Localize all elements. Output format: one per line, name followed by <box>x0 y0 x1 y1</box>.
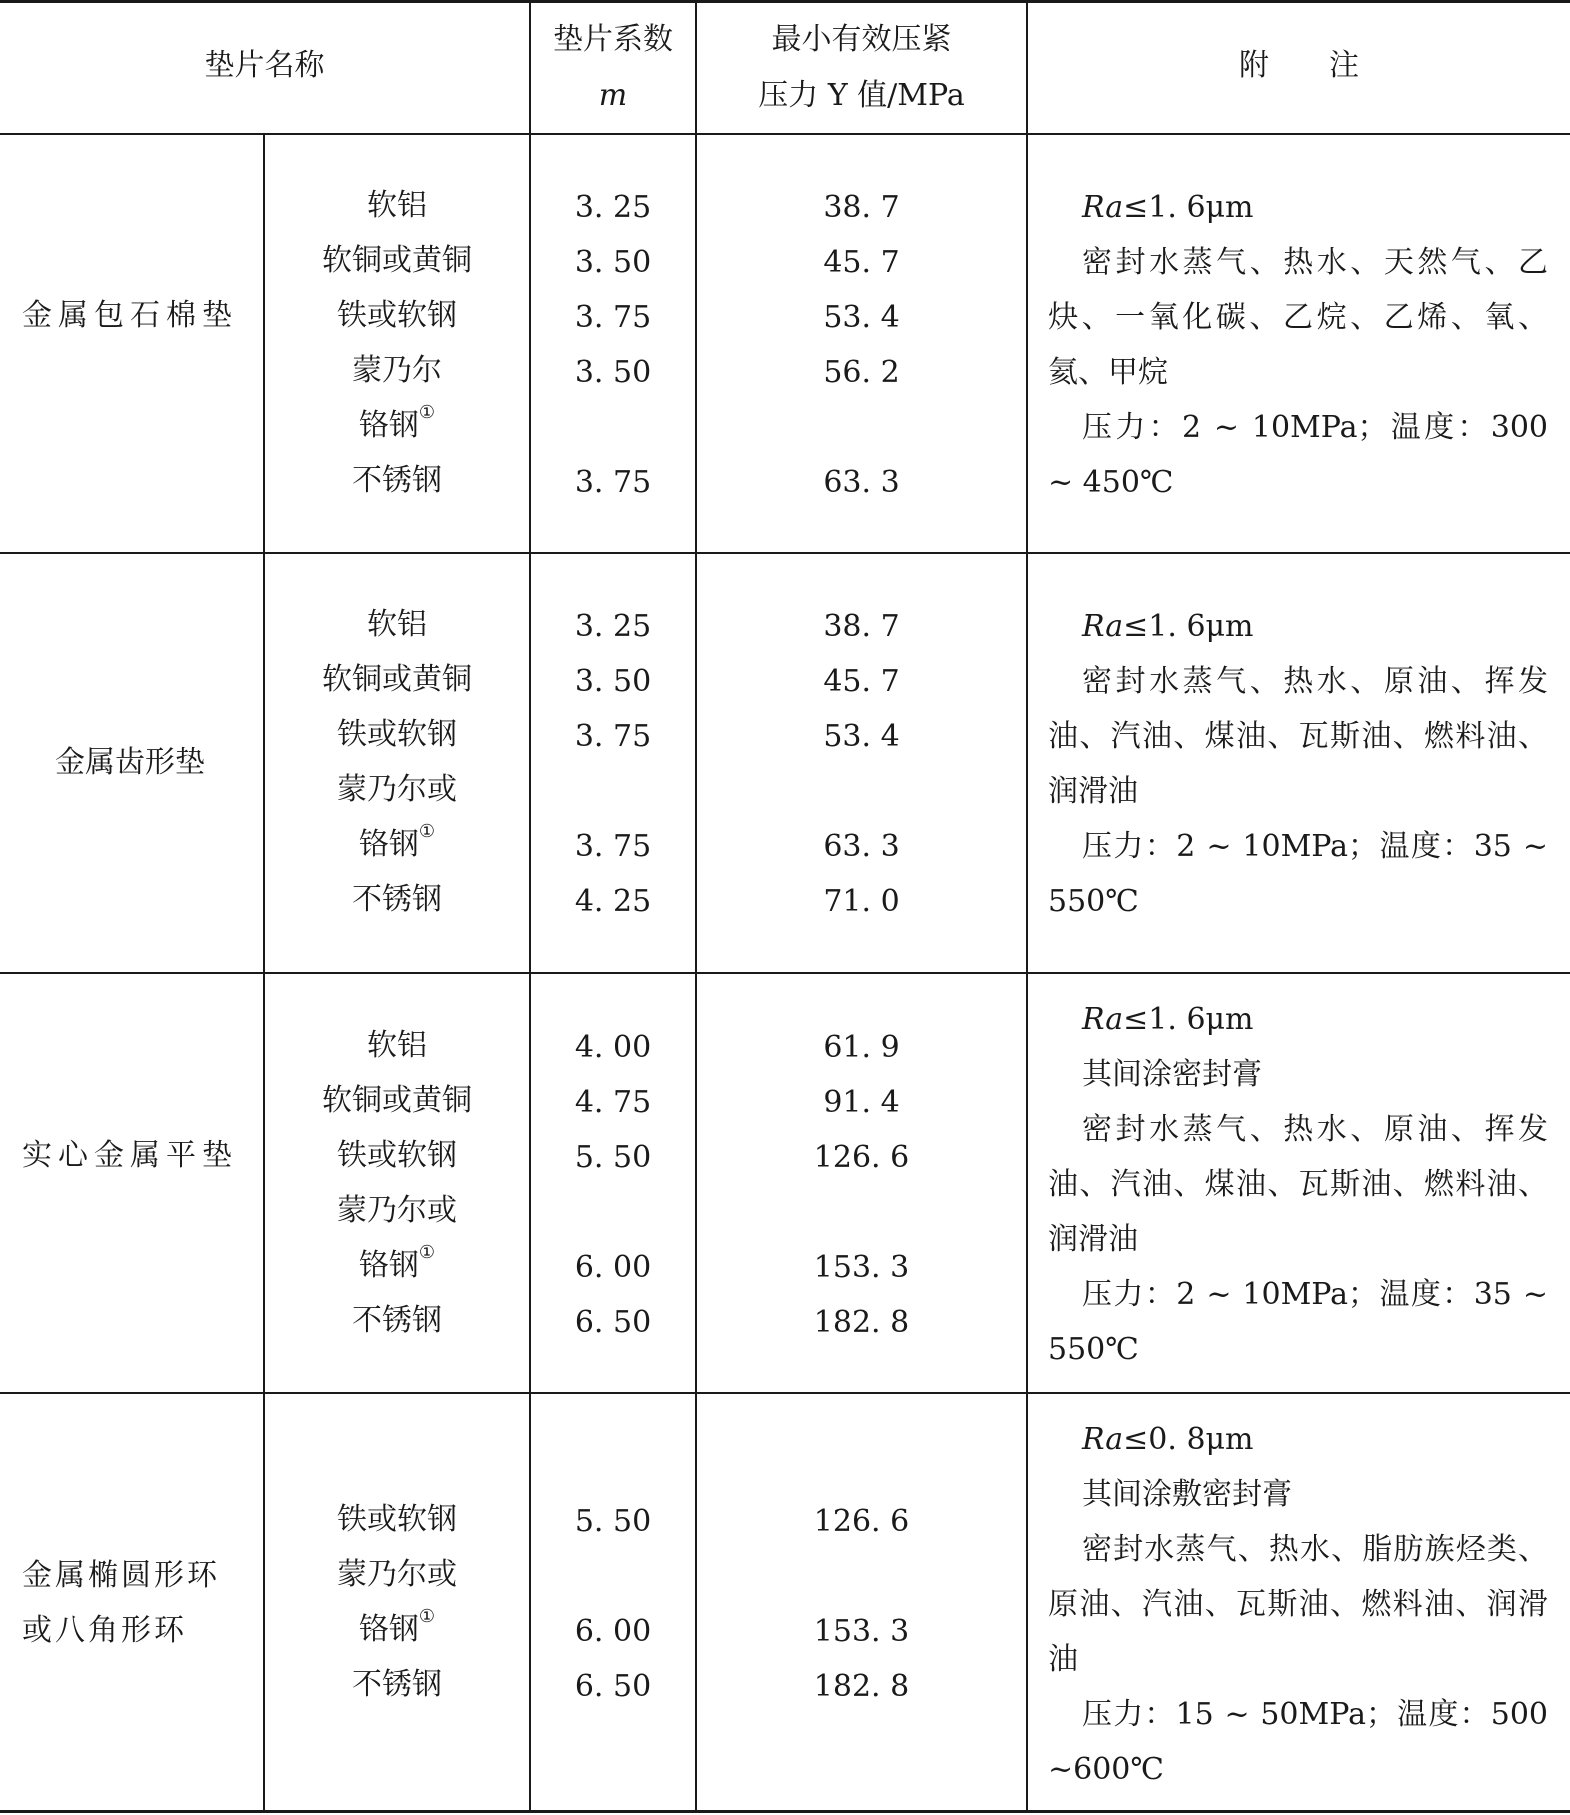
surface-roughness-note: Ra≤1. 6μm <box>1082 1002 1254 1037</box>
material-item: 软铝 <box>367 1028 427 1063</box>
gasket-factor-value <box>531 400 695 455</box>
surface-roughness-note: Ra≤1. 6μm <box>1082 190 1254 225</box>
gasket-factor-value: 3. 75 <box>574 465 652 500</box>
gasket-factor-value: 6. 50 <box>574 1669 652 1704</box>
header-gasket-factor <box>531 12 695 124</box>
footnote-marker: ① <box>418 1606 436 1627</box>
seating-stress-list <box>697 1494 1026 1714</box>
gasket-factor-value: 5. 50 <box>574 1140 652 1175</box>
material-item: 软铝 <box>367 188 427 223</box>
material-list <box>265 597 529 927</box>
operating-conditions-note: 压力：2 ~ 10MPa；温度：35 ~ 550℃ <box>1048 829 1548 919</box>
material-item: 不锈钢 <box>352 1667 442 1702</box>
sealing-media-note: 密封水蒸气、热水、原油、挥发油、汽油、煤油、瓦斯油、燃料油、润滑油 <box>1048 1112 1548 1257</box>
gasket-name: 金属包石棉垫 <box>22 298 238 333</box>
seating-stress-value: 153. 3 <box>813 1614 910 1649</box>
seating-stress-value: 126. 6 <box>813 1140 910 1175</box>
header-bottom-rule <box>0 133 1570 135</box>
footnote-marker: ① <box>418 1242 436 1263</box>
gasket-factor-list <box>531 180 695 510</box>
seating-stress-value: 153. 3 <box>813 1250 910 1285</box>
seating-stress-value: 56. 2 <box>823 355 900 390</box>
sealing-media-note: 密封水蒸气、热水、天然气、乙炔、一氧化碳、乙烷、乙烯、氧、氦、甲烷 <box>1048 245 1548 390</box>
seating-stress-value: 182. 8 <box>813 1669 910 1704</box>
row-divider <box>0 1392 1570 1394</box>
notes-cell <box>1048 180 1548 510</box>
header-notes: 附 注 <box>1239 48 1359 83</box>
gasket-factor-list <box>531 1020 695 1350</box>
gasket-factor-value: 3. 25 <box>574 609 652 644</box>
material-item: 不锈钢 <box>352 1303 442 1338</box>
material-item: 铬钢① <box>358 821 436 862</box>
gasket-factor-value: 6. 00 <box>574 1614 652 1649</box>
seating-stress-value: 71. 0 <box>823 884 900 919</box>
seating-stress-list <box>697 599 1026 929</box>
material-item: 不锈钢 <box>352 882 442 917</box>
material-item: 蒙乃尔或 <box>337 772 457 807</box>
gasket-name: 金属椭圆形环或八角形环 <box>22 1558 220 1648</box>
row-divider <box>0 552 1570 554</box>
gasket-factor-value: 4. 75 <box>574 1085 652 1120</box>
notes-cell <box>1048 992 1548 1377</box>
table-bottom-rule <box>0 1810 1570 1813</box>
material-item: 铬钢① <box>358 402 436 443</box>
seating-stress-value <box>697 764 1026 819</box>
seating-stress-value: 126. 6 <box>813 1504 910 1539</box>
sealing-media-note: 密封水蒸气、热水、脂肪族烃类、原油、汽油、瓦斯油、燃料油、润滑油 <box>1048 1532 1548 1677</box>
row-divider <box>0 972 1570 974</box>
material-item: 不锈钢 <box>352 463 442 498</box>
seating-stress-value: 53. 4 <box>823 300 900 335</box>
gasket-factor-value: 5. 50 <box>574 1504 652 1539</box>
seating-stress-value <box>697 400 1026 455</box>
seating-stress-value: 63. 3 <box>823 465 900 500</box>
notes-cell <box>1048 1412 1548 1797</box>
footnote-marker: ① <box>418 821 436 842</box>
material-item: 铁或软钢 <box>337 717 457 752</box>
operating-conditions-note: 压力：2 ~ 10MPa；温度：300 ~ 450℃ <box>1048 410 1548 500</box>
material-item: 铁或软钢 <box>337 1138 457 1173</box>
roughness-symbol: Ra <box>1082 609 1124 644</box>
table-top-rule <box>0 0 1570 3</box>
material-item: 软铝 <box>367 607 427 642</box>
treatment-note: 其间涂密封膏 <box>1082 1057 1262 1092</box>
gasket-factor-value: 3. 25 <box>574 190 652 225</box>
gasket-factor-value: 3. 75 <box>574 829 652 864</box>
seating-stress-value: 61. 9 <box>823 1030 900 1065</box>
material-item: 铬钢① <box>358 1242 436 1283</box>
seating-stress-value <box>697 1549 1026 1604</box>
gasket-factor-value: 3. 50 <box>574 664 652 699</box>
header-gasket-name: 垫片名称 <box>204 48 325 83</box>
seating-stress-value: 182. 8 <box>813 1305 910 1340</box>
header-min-seating-stress-line1: 最小有效压紧 <box>771 22 952 57</box>
surface-roughness-note: Ra≤1. 6μm <box>1082 609 1254 644</box>
seating-stress-value: 63. 3 <box>823 829 900 864</box>
surface-roughness-note: Ra≤0. 8μm <box>1082 1422 1254 1457</box>
seating-stress-value: 38. 7 <box>823 190 900 225</box>
seating-stress-list <box>697 1020 1026 1350</box>
material-item: 铁或软钢 <box>337 298 457 333</box>
material-item: 铬钢① <box>358 1606 436 1647</box>
sealing-media-note: 密封水蒸气、热水、原油、挥发油、汽油、煤油、瓦斯油、燃料油、润滑油 <box>1048 664 1548 809</box>
header-min-seating-stress <box>697 12 1026 124</box>
gasket-factor-value: 6. 50 <box>574 1305 652 1340</box>
roughness-symbol: Ra <box>1082 190 1124 225</box>
header-gasket-factor-symbol: m <box>598 78 628 113</box>
gasket-factor-list <box>531 1494 695 1714</box>
material-item: 软铜或黄铜 <box>322 1083 472 1118</box>
material-item: 蒙乃尔或 <box>337 1557 457 1592</box>
roughness-symbol: Ra <box>1082 1422 1124 1457</box>
seating-stress-value: 45. 7 <box>823 245 900 280</box>
material-list <box>265 1018 529 1348</box>
header-min-seating-stress-line2: 压力 Y 值/MPa <box>758 78 965 113</box>
column-divider <box>1026 0 1028 1811</box>
footnote-marker: ① <box>418 402 436 423</box>
gasket-factor-value: 3. 50 <box>574 245 652 280</box>
gasket-name: 金属齿形垫 <box>55 745 205 780</box>
gasket-factor-value: 4. 00 <box>574 1030 652 1065</box>
material-list <box>265 1492 529 1712</box>
seating-stress-value: 53. 4 <box>823 719 900 754</box>
material-item: 软铜或黄铜 <box>322 662 472 697</box>
gasket-factor-value: 3. 75 <box>574 300 652 335</box>
gasket-factor-value: 3. 50 <box>574 355 652 390</box>
header-gasket-factor-label: 垫片系数 <box>553 22 673 57</box>
operating-conditions-note: 压力：15 ~ 50MPa；温度：500 ~600℃ <box>1048 1697 1548 1787</box>
material-item: 软铜或黄铜 <box>322 243 472 278</box>
gasket-name: 实心金属平垫 <box>22 1138 238 1173</box>
seating-stress-value: 91. 4 <box>823 1085 900 1120</box>
seating-stress-list <box>697 180 1026 510</box>
seating-stress-value: 38. 7 <box>823 609 900 644</box>
material-list <box>265 178 529 508</box>
seating-stress-value <box>697 1185 1026 1240</box>
gasket-factor-value <box>531 764 695 819</box>
gasket-factor-value: 6. 00 <box>574 1250 652 1285</box>
gasket-factor-value <box>531 1185 695 1240</box>
operating-conditions-note: 压力：2 ~ 10MPa；温度：35 ~ 550℃ <box>1048 1277 1548 1367</box>
material-item: 铁或软钢 <box>337 1502 457 1537</box>
treatment-note: 其间涂敷密封膏 <box>1082 1477 1292 1512</box>
material-item: 蒙乃尔或 <box>337 1193 457 1228</box>
notes-cell <box>1048 599 1548 929</box>
roughness-symbol: Ra <box>1082 1002 1124 1037</box>
material-item: 蒙乃尔 <box>352 353 442 388</box>
gasket-factor-list <box>531 599 695 929</box>
seating-stress-value: 45. 7 <box>823 664 900 699</box>
gasket-factor-value: 3. 75 <box>574 719 652 754</box>
gasket-factor-value: 4. 25 <box>574 884 652 919</box>
gasket-factor-value <box>531 1549 695 1604</box>
